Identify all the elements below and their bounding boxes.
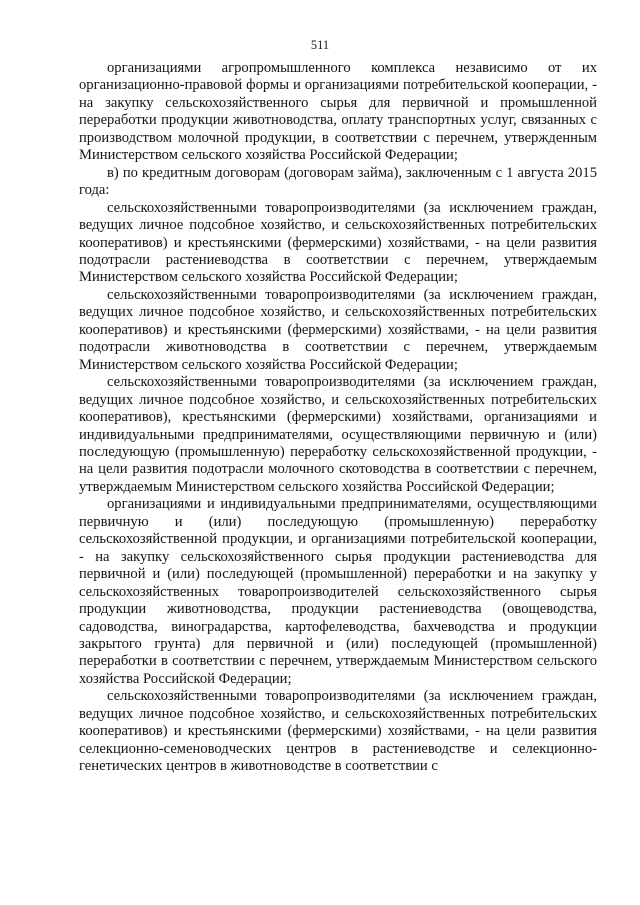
paragraph-7: сельскохозяйственными товаропроизводителями (за исключением граждан, ведущих личное подсобное хозяйство, и сельскохозяйственных потребительских кооперативов) и крестьянскими (фермерскими) хозяйствами, - на цели развития селекционно-семеноводческих центров в растениеводстве и селекционно-генетических центров в животноводстве в соответствии с — [79, 688, 597, 775]
paragraph-3: сельскохозяйственными товаропроизводителями (за исключением граждан, ведущих личное подсобное хозяйство, и сельскохозяйственных потребительских кооперативов) и крестьянскими (фермерскими) хозяйствами, - на цели развития подотрасли растениеводства в соответствии с перечнем, утверждаемым Министерством сельского хозяйства Российской Федерации; — [79, 199, 597, 286]
paragraph-4: сельскохозяйственными товаропроизводителями (за исключением граждан, ведущих личное подсобное хозяйство, и сельскохозяйственных потребительских кооперативов) и крестьянскими (фермерскими) хозяйствами, - на цели развития подотрасли животноводства в соответствии с перечнем, утверждаемым Министерством сельского хозяйства Российской Федерации; — [79, 286, 597, 373]
paragraph-1: организациями агропромышленного комплекса независимо от их организационно-правовой формы и организациями потребительской кооперации, - на закупку сельскохозяйственного сырья для первичной и промышленной переработки продукции животноводства, оплату транспортных услуг, связанных с производством молочной продукции, в соответствии с перечнем, утвержденным Министерством сельского хозяйства Российской Федерации; — [79, 60, 597, 164]
paragraph-5: сельскохозяйственными товаропроизводителями (за исключением граждан, ведущих личное подсобное хозяйство, и сельскохозяйственных потребительских кооперативов), крестьянскими (фермерскими) хозяйствами, организациями и индивидуальными предпринимателями, осуществляющими первичную и (или) последующую (промышленную) переработку сельскохозяйственной продукции, - на цели развития подотрасли молочного скотоводства в соответствии с перечнем, утверждаемым Министерством сельского хозяйства Российской Федерации; — [79, 374, 597, 495]
paragraph-2: в) по кредитным договорам (договорам займа), заключенным с 1 августа 2015 года: — [79, 164, 597, 199]
paragraph-6: организациями и индивидуальными предпринимателями, осуществляющими первичную и (или) последующую (промышленную) переработку сельскохозяйственной продукции, и организациями потребительской кооперации, - на закупку сельскохозяйственного сырья продукции растениеводства для первичной и (или) последующей (промышленной) переработки и на закупку у сельскохозяйственных товаропроизводителей сельскохозяйственного сырья продукции животноводства, продукции растениеводства (овощеводства, садоводства, виноградарства, картофелеводства, бахчеводства и продукции закрытого грунта) для первичной и (или) последующей (промышленной) переработки в соответствии с перечнем, утверждаемым Министерством сельского хозяйства Российской Федерации; — [79, 496, 597, 687]
page-number: 511 — [310, 38, 330, 52]
document-body — [79, 60, 597, 776]
